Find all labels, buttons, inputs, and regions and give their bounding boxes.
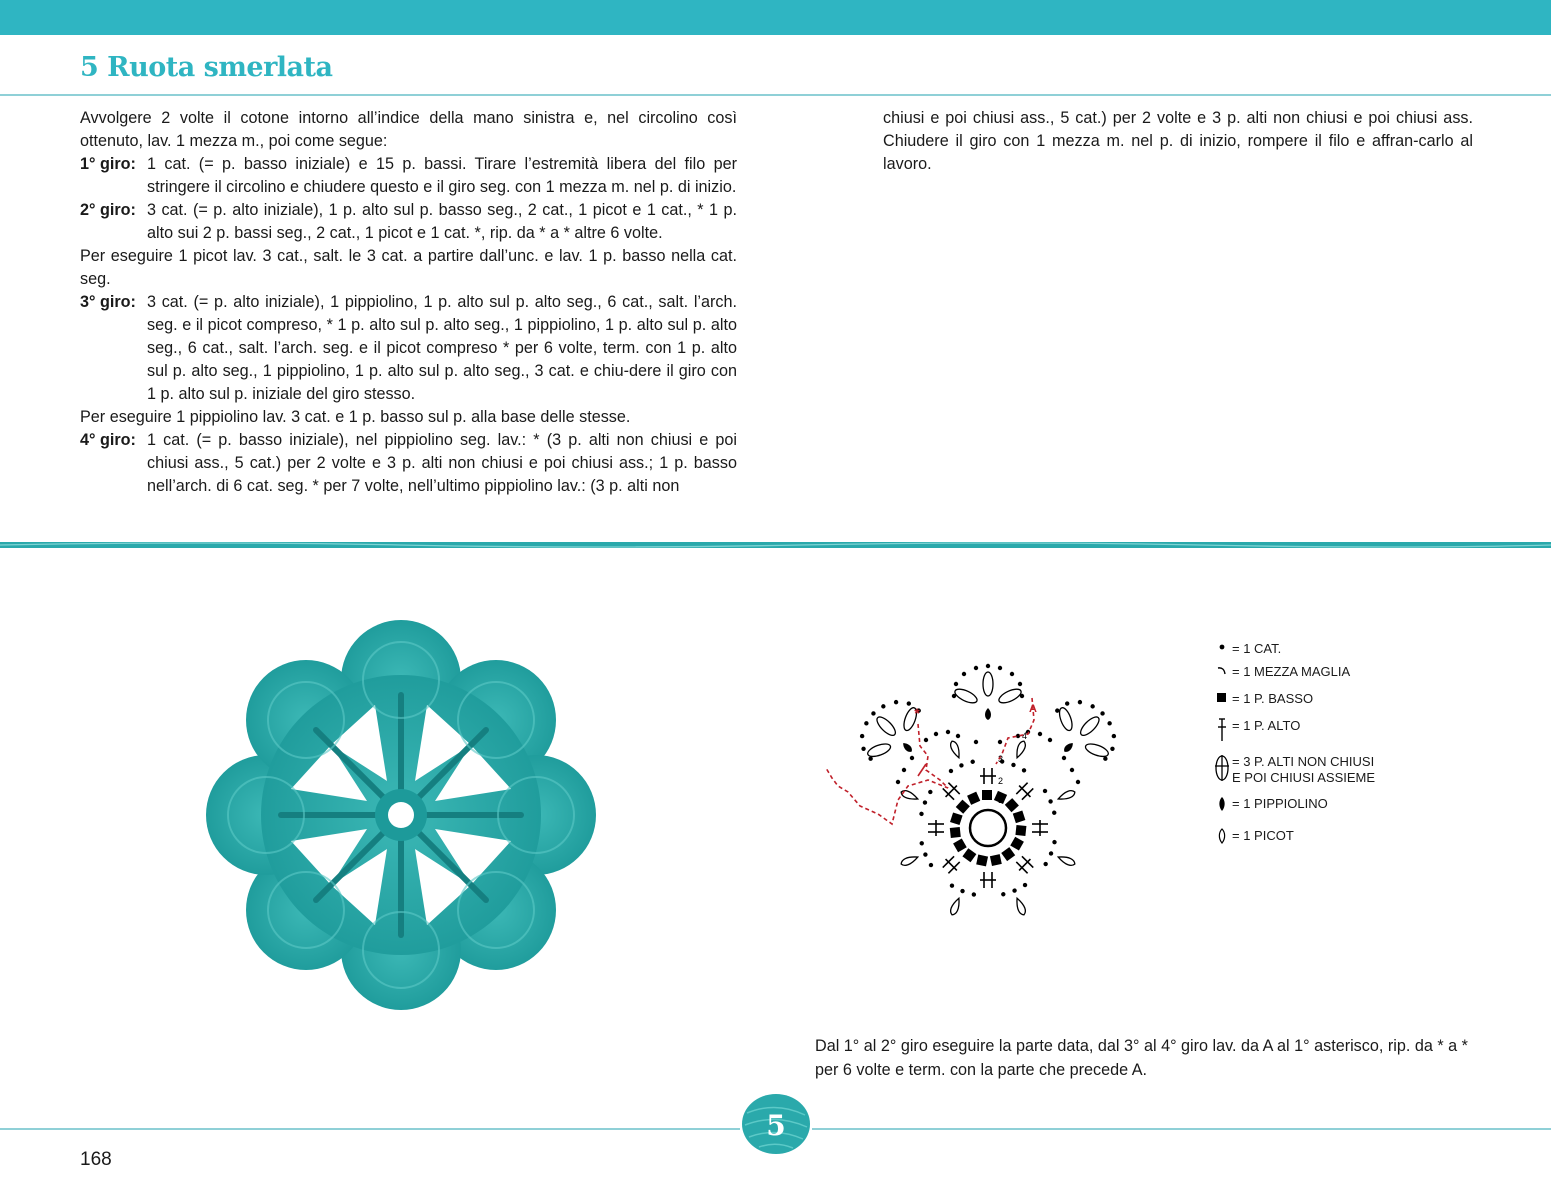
- instructions-right-column: [883, 107, 1473, 176]
- stitch-legend: [1212, 636, 1452, 856]
- round-4: [80, 429, 737, 498]
- round-number-1: 1: [998, 795, 1004, 805]
- round-text: 1 cat. (= p. basso iniziale), nel pippiolino seg. lav.: * (3 p. alti non chiusi e poi chiusi ass., 5 cat.) per 2 volte e 3 p. alti non chiusi e poi chiusi ass.; 1 p. basso nell’arch. di 6 cat. seg. * per 7 volte, nell’ultimo pippiolino lav.: (3 p. alti non: [147, 431, 737, 495]
- round-label: 1° giro:: [80, 155, 136, 173]
- legend-item: [1212, 796, 1328, 815]
- round-label: 2° giro:: [80, 201, 136, 219]
- top-color-bar: [0, 0, 1551, 35]
- legend-item: [1212, 641, 1281, 657]
- crochet-motif-photo: [205, 620, 605, 1010]
- legend-label: = 1 MEZZA MAGLIA: [1232, 664, 1351, 679]
- round-label: 4° giro:: [80, 431, 136, 449]
- legend-label: = 1 PICOT: [1232, 828, 1294, 843]
- drop-outline-icon: [1212, 828, 1232, 847]
- dot-icon: [1212, 641, 1232, 656]
- picot-note: Per eseguire 1 picot lav. 3 cat., salt. le 3 cat. a partire dall’unc. e lav. 1 p. basso nella cat. seg.: [80, 247, 737, 288]
- round-1: [80, 153, 737, 199]
- cross-icon: [1212, 718, 1232, 745]
- round-number-4: 4: [1022, 731, 1028, 741]
- crochet-chart: [812, 648, 1212, 928]
- marker-a: A: [1029, 703, 1037, 715]
- intro-text: Avvolgere 2 volte il cotone intorno all’indice della mano sinistra e, nel circolino così ottenuto, lav. 1 mezza m., poi come segue:: [80, 109, 737, 150]
- round-text: 1 cat. (= p. basso iniziale) e 15 p. bassi. Tirare l’estremità libera del filo per stringere il circolino e chiudere questo e il giro seg. con 1 mezza m. nel p. di inizio.: [147, 155, 737, 196]
- legend-label: = 1 CAT.: [1232, 641, 1282, 656]
- legend-item: [1212, 718, 1300, 745]
- magic-ring: [970, 810, 1006, 846]
- round-text: 3 cat. (= p. alto iniziale), 1 pippiolino, 1 p. alto sul p. alto seg., 6 cat., salt. l’arch. seg. e il picot compreso, * 1 p. alto sul p. alto seg., 1 pippiolino, 1 p. alto sul p. alto seg., 6 cat., salt. l’arch. seg. e il picot compreso * per 6 volte, term. con 1 p. alto sul p. alto seg., 1 pippiolino, 1 p. alto sul p. alto seg., 3 cat. e chiu-dere il giro con 1 p. alto sul p. iniziale del giro stesso.: [147, 293, 737, 403]
- footer-rule-right: [812, 1128, 1551, 1130]
- legend-label: = 1 P. ALTO: [1232, 718, 1301, 733]
- round-1-single-crochets: [950, 790, 1027, 866]
- legend-label: = 1 P. BASSO: [1232, 691, 1314, 706]
- legend-label: = 1 PIPPIOLINO: [1232, 796, 1328, 811]
- legend-item: [1212, 664, 1350, 680]
- round-4-petals: [846, 664, 1129, 777]
- round-3: [80, 291, 737, 406]
- slip-stitch-icon: [1212, 664, 1232, 679]
- page-title: 5 Ruota smerlata: [80, 52, 333, 83]
- title-rule: [0, 94, 1551, 96]
- legend-item: [1212, 828, 1294, 847]
- square-icon: [1212, 691, 1232, 706]
- round-text: 3 cat. (= p. alto iniziale), 1 p. alto sul p. basso seg., 2 cat., 1 picot e 1 cat., * 1 p. alto sui 2 p. bassi seg., 2 cat., 1 picot e 1 cat. *, rip. da * a * altre 6 volte.: [147, 201, 737, 242]
- start-path-tick: [918, 764, 926, 776]
- round-label: 3° giro:: [80, 293, 136, 311]
- start-path: [826, 724, 948, 824]
- footer-rule-left: [0, 1128, 740, 1130]
- round-number-2: 2: [998, 776, 1004, 786]
- drop-icon: [1212, 796, 1232, 815]
- badge-number: 5: [766, 1109, 786, 1142]
- round-number-3: 3: [998, 754, 1004, 764]
- yarn-divider: [0, 540, 1551, 550]
- round-2-double-crochets: [928, 768, 1048, 888]
- pippiolino-note: Per eseguire 1 pippiolino lav. 3 cat. e 1 p. basso sul p. alla base delle stesse.: [80, 408, 631, 426]
- legend-label: = 3 P. ALTI NON CHIUSI E POI CHIUSI ASSIEME: [1232, 754, 1376, 785]
- chart-caption: Dal 1° al 2° giro eseguire la parte data, dal 3° al 4° giro lav. da A al 1° asterisco, rip. da * a * per 6 volte e term. con la parte che precede A.: [815, 1037, 1468, 1080]
- cluster-icon: [1212, 754, 1232, 785]
- marker-star: *: [914, 705, 920, 721]
- yarn-ball-badge: [741, 1093, 811, 1155]
- legend-item: [1212, 691, 1313, 707]
- continuation-text: chiusi e poi chiusi ass., 5 cat.) per 2 volte e 3 p. alti non chiusi e poi chiusi ass. Chiudere il giro con 1 mezza m. nel p. di inizio, rompere il filo e affran-carlo al lavoro.: [883, 109, 1473, 173]
- legend-item: [1212, 754, 1375, 786]
- round-2: [80, 199, 737, 245]
- instructions-left-column: [80, 107, 737, 498]
- page-number: 168: [80, 1149, 112, 1170]
